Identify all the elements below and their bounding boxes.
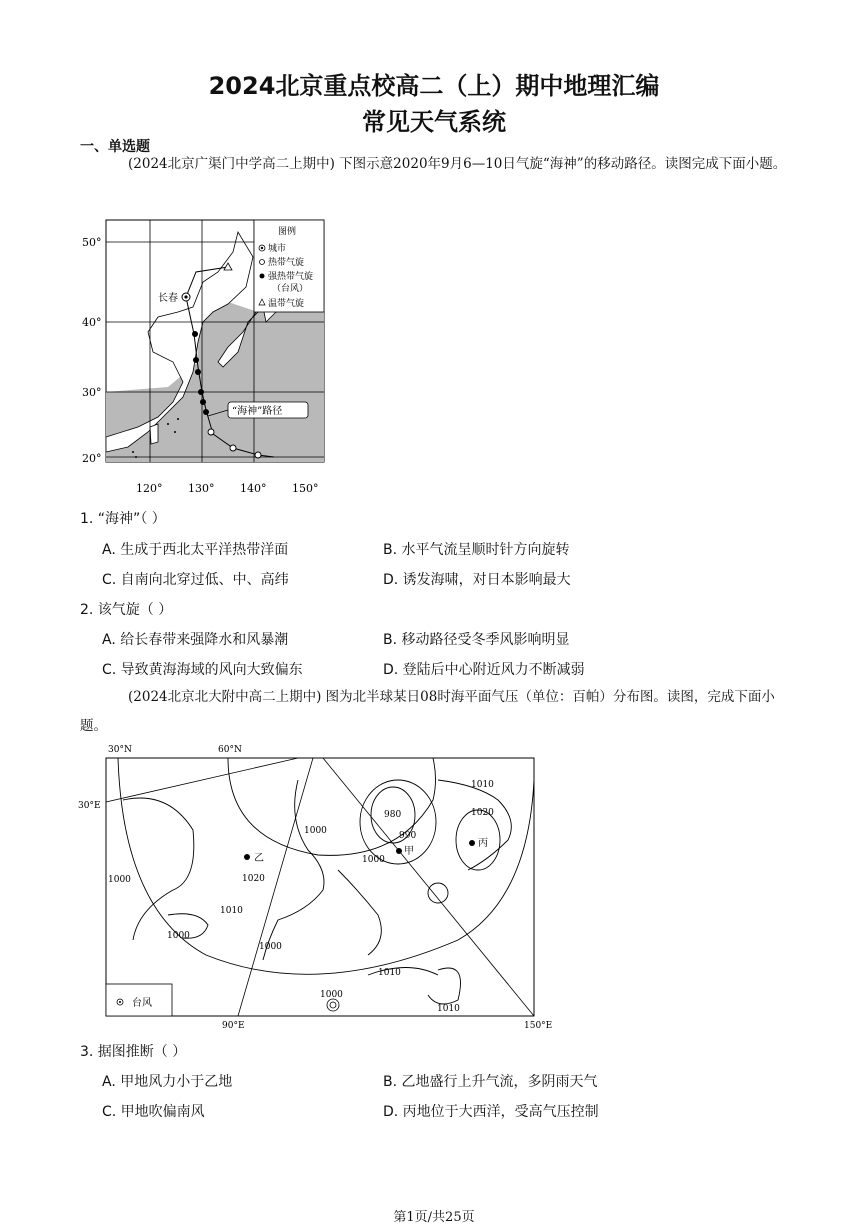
cyclone-track-map (78, 212, 338, 498)
isobar-label: 980 (384, 810, 402, 820)
lon-label: 120° (136, 482, 163, 495)
legend-item: 温带气旋 (268, 299, 305, 309)
lat-label: 40° (82, 316, 102, 329)
page-title: 2024北京重点校高二（上）期中地理汇编 (208, 72, 660, 100)
group2-intro: (2024北京北大附中高二上期中) 图为北半球某日08时海平面气压（单位：百帕）分布图。读图，完成下面小题。 (80, 689, 775, 734)
path-label: “海神”路径 (232, 406, 283, 417)
legend-item: 热带气旋 (268, 258, 305, 268)
option-b: B. 移动路径受冬季风影响明显 (383, 632, 570, 648)
page-footer: 第1页/共25页 (393, 1210, 475, 1225)
lon-label: 30°E (78, 801, 101, 811)
isobar-label: 990 (399, 831, 417, 841)
lon-label: 150° (292, 482, 319, 495)
lon-label: 130° (188, 482, 215, 495)
isobar-label: 1000 (304, 826, 327, 836)
legend-item: 强热带气旋 (268, 272, 314, 282)
option-c: C. 自南向北穿过低、中、高纬 (102, 572, 289, 588)
lon-label: 140° (240, 482, 267, 495)
section-heading: 一、单选题 (80, 139, 150, 155)
point-label: 乙 (254, 853, 264, 864)
isobar-label: 1010 (220, 906, 243, 916)
isobar-label: 1000 (167, 931, 190, 941)
point-label: 丙 (478, 838, 488, 849)
city-label: 长春 (158, 293, 178, 304)
option-a: A. 甲地风力小于乙地 (102, 1074, 233, 1090)
legend-item: （台风） (272, 284, 309, 294)
question-stem: 3. 据图推断（ ） (80, 1044, 187, 1060)
isobar-label: 1020 (471, 808, 494, 818)
option-c: C. 导致黄海海域的风向大致偏东 (102, 662, 303, 678)
lat-label: 50° (82, 236, 102, 249)
isobar-label: 1020 (242, 874, 265, 884)
lat-label: 30° (82, 386, 102, 399)
isobar-label: 1010 (378, 968, 401, 978)
lat-label: 30°N (108, 745, 132, 755)
page-subtitle: 常见天气系统 (362, 108, 506, 136)
legend-item: 城市 (268, 244, 287, 254)
option-d: D. 登陆后中心附近风力不断减弱 (383, 662, 585, 678)
option-b: B. 水平气流呈顺时针方向旋转 (383, 542, 570, 558)
isobar-label: 1000 (108, 875, 131, 885)
option-d: D. 丙地位于大西洋，受高气压控制 (383, 1104, 599, 1120)
isobar-label: 1000 (320, 990, 343, 1000)
isobar-label: 1000 (362, 855, 385, 865)
legend-label: 台风 (132, 998, 152, 1009)
lat-label: 60°N (218, 745, 242, 755)
isobar-label: 1010 (471, 780, 494, 790)
question-stem: 1. “海神”（ ） (80, 511, 166, 527)
isobar-label: 1000 (259, 942, 282, 952)
isobar-label: 1010 (437, 1004, 460, 1014)
option-a: A. 生成于西北太平洋热带洋面 (102, 542, 289, 558)
option-c: C. 甲地吹偏南风 (102, 1104, 205, 1120)
option-b: B. 乙地盛行上升气流，多阴雨天气 (383, 1074, 598, 1090)
lon-label: 90°E (222, 1021, 245, 1031)
group1-intro: (2024北京广渠门中学高二上期中) 下图示意2020年9月6—10日气旋“海神”的移动路径。读图完成下面小题。 (128, 156, 787, 172)
lon-label: 150°E (524, 1021, 553, 1031)
option-d: D. 诱发海啸，对日本影响最大 (383, 572, 571, 588)
option-a: A. 给长春带来强降水和风暴潮 (102, 632, 289, 648)
question-stem: 2. 该气旋（ ） (80, 602, 173, 618)
point-label: 甲 (404, 846, 414, 857)
lat-label: 20° (82, 452, 102, 465)
legend-title: 图例 (278, 227, 297, 237)
pressure-map (78, 740, 556, 1032)
